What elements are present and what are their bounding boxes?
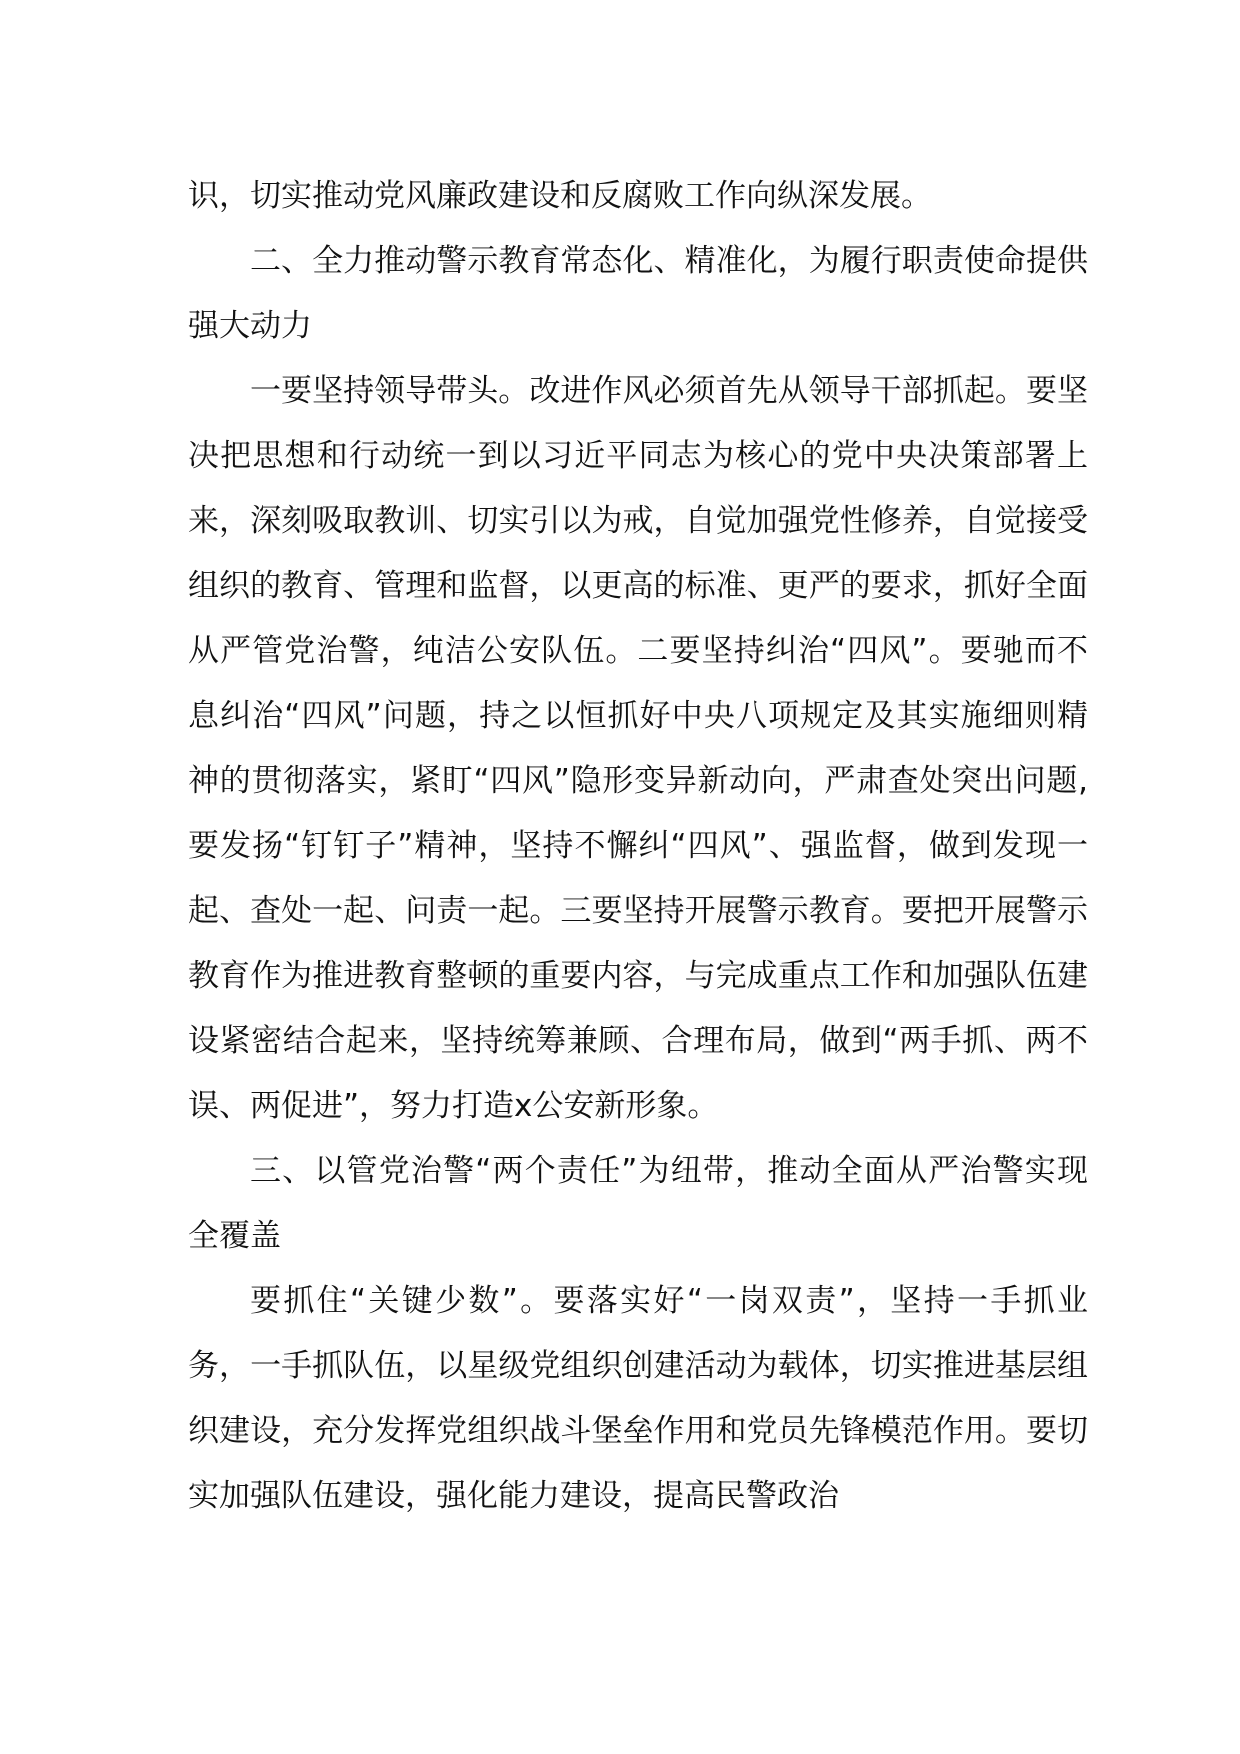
paragraph-body: 一要坚持领导带头。改进作风必须首先从领导干部抓起。要坚决把思想和行动统一到以习近平同志为核心的党中央决策部署上来，深刻吸取教训、切实引以为戒，自觉加强党性修养，自觉接受组织的教育、管理和监督，以更高的标准、更严的要求，抓好全面从严管党治警，纯洁公安队伍。二要坚持纠治“四风”。要驰而不息纠治“四风”问题，持之以恒抓好中央八项规定及其实施细则精神的贯彻落实，紧盯“四风”隐形变异新动向，严肃查处突出问题,要发扬“钉钉子”精神，坚持不懈纠“四风”、强监督，做到发现一起、查处一起、问责一起。三要坚持开展警示教育。要把开展警示教育作为推进教育整顿的重要内容，与完成重点工作和加强队伍建设紧密结合起来，坚持统筹兼顾、合理布局，做到“两手抓、两不误、两促进”，努力打造x公安新形象。 (188, 373, 1088, 1124)
section-heading-3: 三、以管党治警“两个责任”为纽带，推动全面从严治警实现全覆盖 (188, 1153, 1088, 1254)
paragraph-continuation: 识，切实推动党风廉政建设和反腐败工作向纵深发展。 (188, 178, 932, 214)
section-heading-2: 二、全力推动警示教育常态化、精准化，为履行职责使命提供强大动力 (188, 243, 1088, 344)
document-body (188, 164, 1088, 1529)
paragraph-body: 要抓住“关键少数”。要落实好“一岗双责”，坚持一手抓业务，一手抓队伍，以星级党组织创建活动为载体，切实推进基层组织建设，充分发挥党组织战斗堡垒作用和党员先锋模范作用。要切实加强队伍建设，强化能力建设，提高民警政治 (188, 1283, 1088, 1514)
